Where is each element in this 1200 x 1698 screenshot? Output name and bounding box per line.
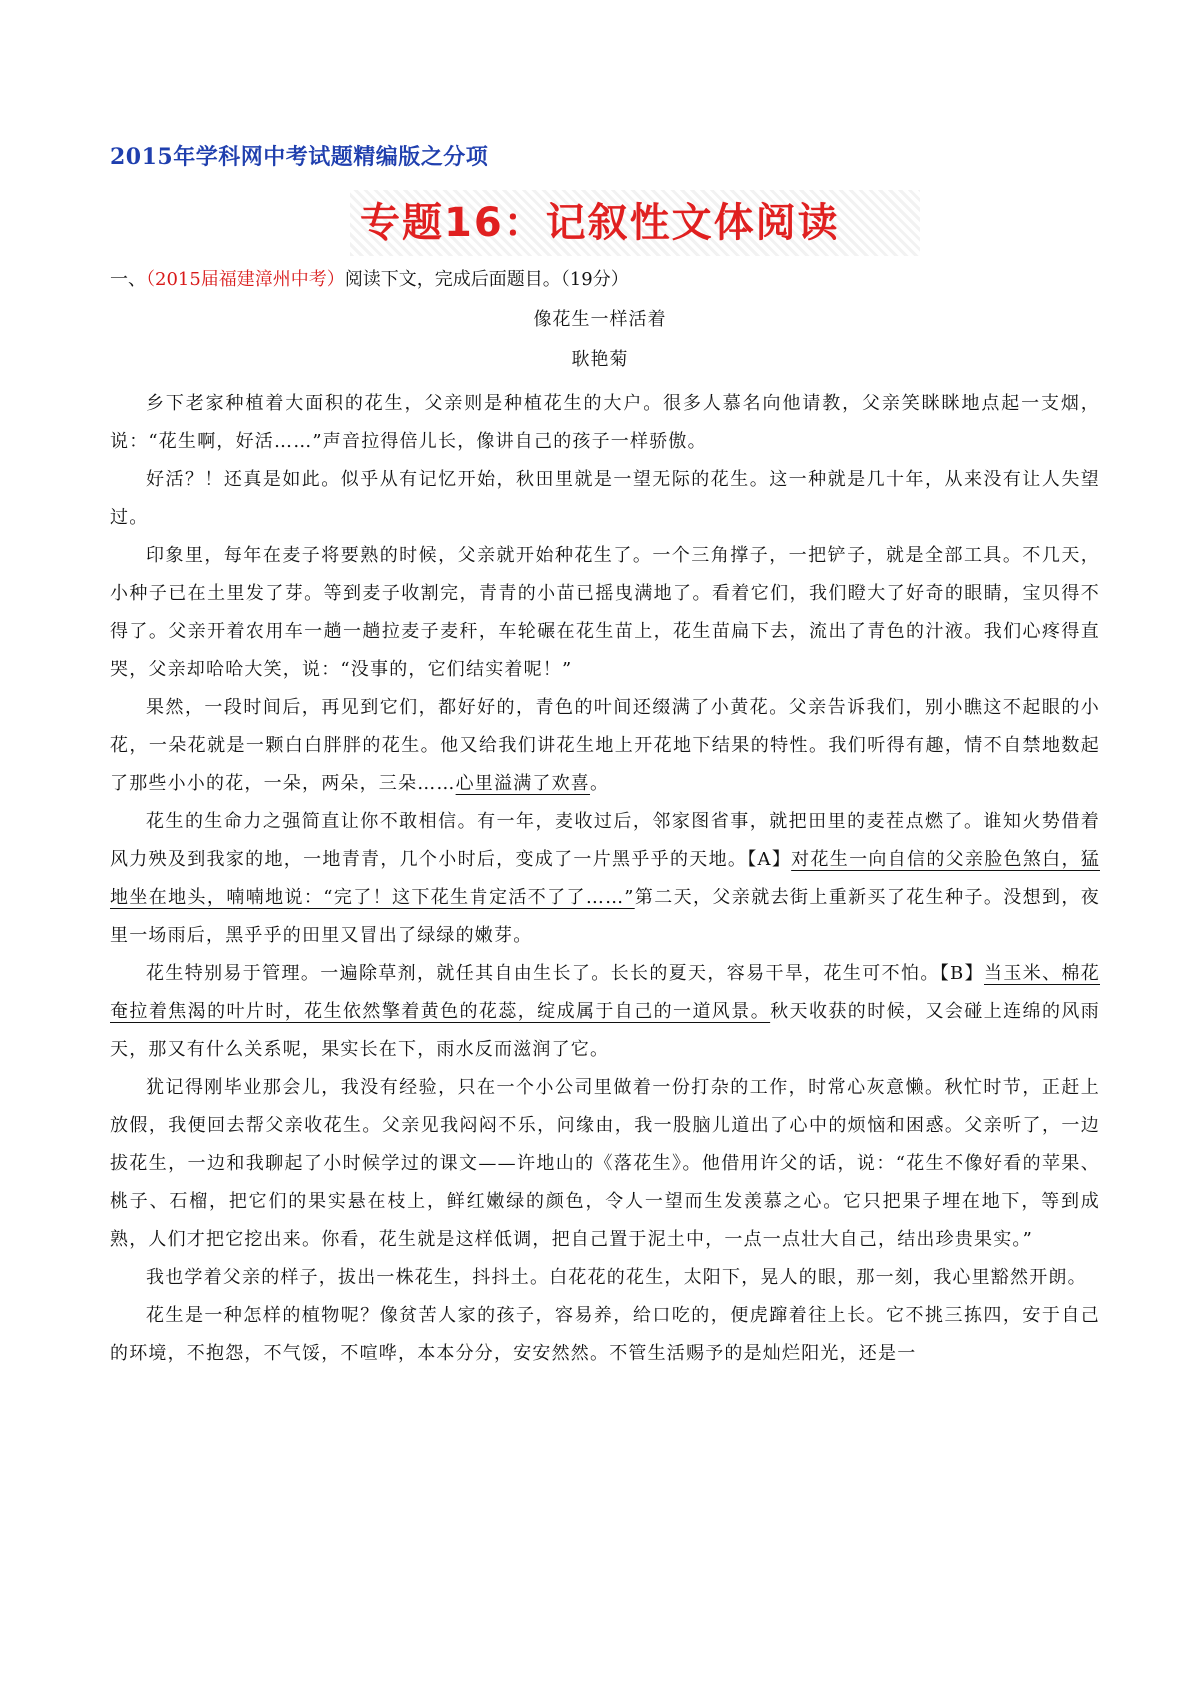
underlined-sentence-a: 对花生一向自信的父亲脸色煞白，猛地坐在地头，喃喃地说：“完了！这下花生肯定活不了了……” [110, 849, 1100, 908]
paragraph-text: 第二天，父亲就去街上重新买了花生种子。没想到，夜里一场雨后，黑乎乎的田里又冒出了绿绿的嫩芽。 [110, 887, 1100, 946]
paragraph-9: 花生是一种怎样的植物呢？像贫苦人家的孩子，容易养，给口吃的，便虎蹿着往上长。它不挑三拣四，安于自己的环境，不抱怨，不气馁，不喧哗，本本分分，安安然然。不管生活赐予的是灿烂阳光，还是一 [110, 1305, 1100, 1364]
paragraph-1: 乡下老家种植着大面积的花生，父亲则是种植花生的大户。很多人慕名向他请教，父亲笑眯眯地点起一支烟，说：“花生啊，好活……”声音拉得倍儿长，像讲自己的孩子一样骄傲。 [110, 393, 1100, 452]
article-title: 像花生一样活着 [533, 309, 667, 330]
paragraph-text: 花生特别易于管理。一遍除草剂，就任其自由生长了。长长的夏天，容易干旱，花生可不怕。【B】 [146, 963, 984, 984]
paragraph-text: 。 [590, 773, 610, 794]
article-author: 耿艳菊 [571, 349, 629, 370]
paragraph-8: 我也学着父亲的样子，拔出一株花生，抖抖土。白花花的花生，太阳下，晃人的眼，那一刻，我心里豁然开朗。 [146, 1267, 1087, 1288]
question-instruction: 阅读下文，完成后面题目。（19分） [344, 269, 629, 290]
paragraph-text: 果然，一段时间后，再见到它们，都好好的，青色的叶间还缀满了小黄花。父亲告诉我们，别小瞧这不起眼的小花，一朵花就是一颗白白胖胖的花生。他又给我们讲花生地上开花地下结果的特性。我们听得有趣，情不自禁地数起了那些小小的花，一朵，两朵，三朵…… [110, 697, 1100, 794]
paragraph-5 [110, 803, 1100, 955]
paragraph-7: 犹记得刚毕业那会儿，我没有经验，只在一个小公司里做着一份打杂的工作，时常心灰意懒。秋忙时节，正赶上放假，我便回去帮父亲收花生。父亲见我闷闷不乐，问缘由，我一股脑儿道出了心中的烦恼和困惑。父亲听了，一边拔花生，一边和我聊起了小时候学过的课文——许地山的《落花生》。他借用许父的话，说：“花生不像好看的苹果、桃子、石榴，把它们的果实悬在枝上，鲜红嫩绿的颜色，令人一望而生发羡慕之心。它只把果子埋在地下，等到成熟，人们才把它挖出来。你看，花生就是这样低调，把自己置于泥土中，一点一点壮大自己，结出珍贵果实。” [110, 1077, 1100, 1250]
question-intro [110, 265, 629, 295]
question-number: 一、 [110, 269, 146, 290]
paragraph-text: 秋天收获的时候，又会碰上连绵的风雨天，那又有什么关系呢，果实长在下，雨水反而滋润了它。 [110, 1001, 1100, 1060]
paragraph-4 [110, 689, 1100, 803]
paragraph-2: 好活？！还真是如此。似乎从有记忆开始，秋田里就是一望无际的花生。这一种就是几十年，从来没有让人失望过。 [110, 469, 1100, 528]
question-source: （2015届福建漳州中考） [146, 269, 345, 290]
series-header: 2015年学科网中考试题精编版之分项 [110, 144, 489, 170]
article-body [110, 385, 1100, 1373]
paragraph-3: 印象里，每年在麦子将要熟的时候，父亲就开始种花生了。一个三角撑子，一把铲子，就是全部工具。不几天，小种子已在土里发了芽。等到麦子收割完，青青的小苗已摇曳满地了。看着它们，我们瞪大了好奇的眼睛，宝贝得不得了。父亲开着农用车一趟一趟拉麦子麦秆，车轮碾在花生苗上，花生苗扁下去，流出了青色的汁液。我们心疼得直哭，父亲却哈哈大笑，说：“没事的，它们结实着呢！” [110, 545, 1100, 680]
underlined-sentence-b: 当玉米、棉花奄拉着焦渴的叶片时，花生依然擎着黄色的花蕊，绽成属于自己的一道风景。 [110, 963, 1100, 1022]
topic-title: 专题16：记叙性文体阅读 [350, 190, 920, 256]
paragraph-text: 花生的生命力之强简直让你不敢相信。有一年，麦收过后，邻家图省事，就把田里的麦茬点燃了。谁知火势借着风力殃及到我家的地，一地青青，几个小时后，变成了一片黑乎乎的天地。【A】 [110, 811, 1100, 870]
underlined-phrase: 心里溢满了欢喜 [455, 773, 591, 794]
paragraph-6 [110, 955, 1100, 1069]
